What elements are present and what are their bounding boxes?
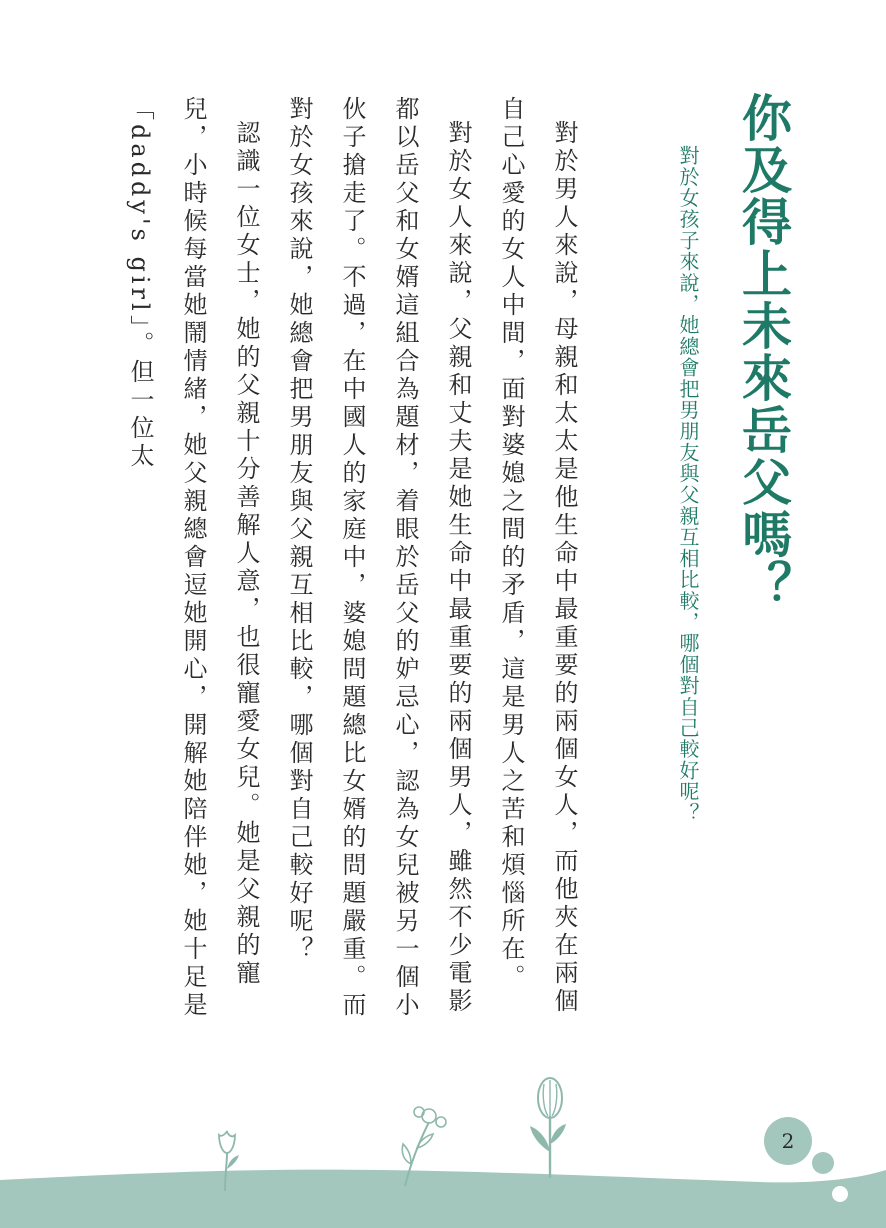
page-subtitle: 對於女孩子來說，她總會把男朋友與父親互相比較，哪個對自己較好呢？ bbox=[676, 145, 700, 824]
tulip-icon bbox=[205, 1125, 245, 1195]
tulip-icon bbox=[520, 1072, 580, 1182]
flower-branch-icon bbox=[395, 1100, 455, 1190]
body-text bbox=[113, 96, 590, 1026]
paragraph-3: 認識一位女士，她的父親十分善解人意，也很寵愛女兒。她是父親的寵兒，小時候每當她鬧情緒，她父親總會逗她開心，開解她陪伴她，她十足是「daddy's girl」。但一位太 bbox=[126, 96, 260, 1020]
paragraph-2: 對於女人來說，父親和丈夫是她生命中最重要的兩個男人，雖然不少電影都以岳父和女婿這組合為題材，着眼於岳父的妒忌心，認為女兒被另一個小伙子搶走了。不過，在中國人的家庭中，婆媳問題總比女婿的問題嚴重。而對於女孩來說，她總會把男朋友與父親互相比較，哪個對自己較好呢？ bbox=[285, 96, 472, 1020]
paragraph-1: 對於男人來說，母親和太太是他生命中最重要的兩個女人，而他夾在兩個自己心愛的女人中間，面對婆媳之間的矛盾，這是男人之苦和煩惱所在。 bbox=[497, 96, 578, 1016]
decor-dot bbox=[812, 1152, 834, 1174]
page-number: 2 bbox=[764, 1117, 812, 1165]
page-title: 你及得上未來岳父嗎？ bbox=[734, 92, 793, 612]
decor-dot bbox=[832, 1186, 848, 1202]
